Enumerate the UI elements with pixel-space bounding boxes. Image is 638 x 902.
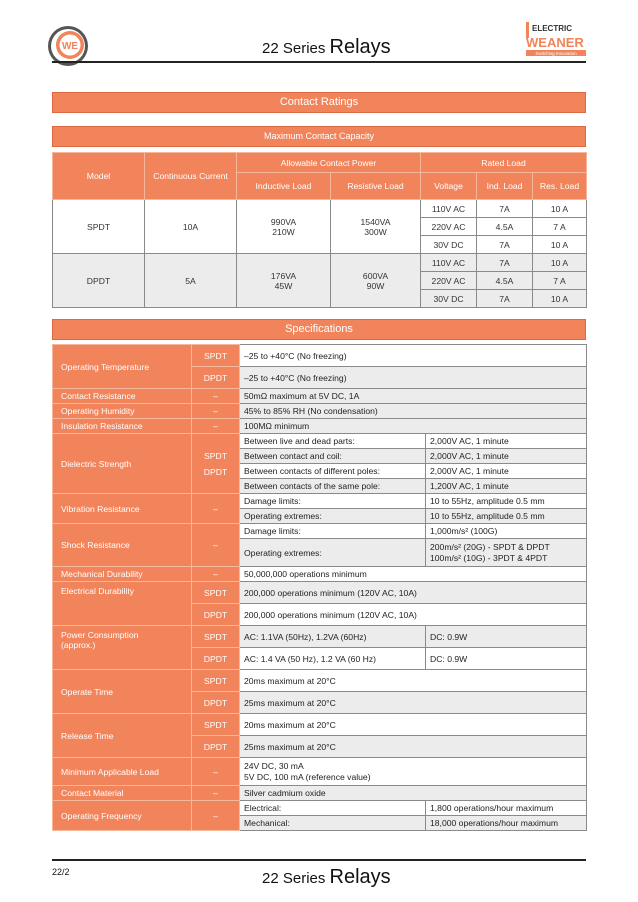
spec-sub-spdt-dpdt: SPDT DPDT	[192, 434, 240, 494]
spec-value: 24V DC, 30 mA 5V DC, 100 mA (reference value)	[240, 758, 587, 786]
spec-sub-dpdt: DPDT	[192, 692, 240, 714]
spec-value: 100MΩ minimum	[240, 419, 587, 434]
page-number: 22/2	[52, 867, 70, 877]
spec-label-release-time: Release Time	[53, 714, 192, 758]
spec-label-op-humidity: Operating Humidity	[53, 404, 192, 419]
spec-value: 1,800 operations/hour maximum	[426, 801, 587, 816]
spec-dash: –	[192, 494, 240, 524]
spec-sub-spdt: SPDT	[192, 626, 240, 648]
spec-value: 50,000,000 operations minimum	[240, 567, 587, 582]
row-inductive: 176VA 45W	[237, 254, 331, 308]
spec-label-dielectric: Dielectric Strength	[53, 434, 192, 494]
spec-value: 200,000 operations minimum (120V AC, 10A)	[240, 604, 587, 626]
spec-sub-spdt: SPDT	[192, 714, 240, 736]
spec-label-power: Power Consumption (approx.)	[53, 626, 192, 670]
spec-dash: –	[192, 524, 240, 567]
col-header-ind-load: Ind. Load	[477, 173, 533, 200]
logo-electric-text: ELECTRIC	[532, 24, 572, 33]
footer-product: Relays	[329, 866, 391, 888]
contact-ratings-title: Contact Ratings	[52, 92, 586, 113]
footer-series: 22 Series	[262, 870, 326, 887]
spec-label-mech-durability: Mechanical Durability	[53, 567, 192, 582]
table-row	[53, 200, 587, 218]
row-res-load: 10 A	[533, 254, 587, 272]
spec-value: DC: 0.9W	[426, 648, 587, 670]
spec-value: 2,000V AC, 1 minute	[426, 464, 587, 479]
row-ind-load: 7A	[477, 200, 533, 218]
col-header-inductive: Inductive Load	[237, 173, 331, 200]
col-header-model: Model	[53, 153, 145, 200]
row-voltage: 30V DC	[421, 236, 477, 254]
spec-value: 18,000 operations/hour maximum	[426, 816, 587, 831]
spec-sub-spdt: SPDT	[192, 345, 240, 367]
spec-dash: –	[192, 786, 240, 801]
spec-value: DC: 0.9W	[426, 626, 587, 648]
table-row	[53, 254, 587, 272]
specifications-table	[52, 344, 587, 831]
spec-value: 20ms maximum at 20°C	[240, 670, 587, 692]
specifications-title: Specifications	[52, 319, 586, 340]
weaner-logo-icon	[524, 20, 588, 60]
spec-value: 2,000V AC, 1 minute	[426, 449, 587, 464]
row-voltage: 110V AC	[421, 200, 477, 218]
footer-title	[262, 866, 391, 889]
spec-sub-dpdt: DPDT	[192, 736, 240, 758]
header-divider	[52, 61, 586, 63]
spec-dash: –	[192, 404, 240, 419]
spec-value: 200,000 operations minimum (120V AC, 10A)	[240, 582, 587, 604]
spec-label-min-load: Minimum Applicable Load	[53, 758, 192, 786]
header-product: Relays	[329, 36, 391, 58]
spec-dash: –	[192, 758, 240, 786]
spec-label-contact-material: Contact Material	[53, 786, 192, 801]
row-voltage: 110V AC	[421, 254, 477, 272]
row-resistive: 600VA 90W	[331, 254, 421, 308]
spec-value: 25ms maximum at 20°C	[240, 736, 587, 758]
spec-key: Between contacts of the same pole:	[240, 479, 426, 494]
footer-divider	[52, 859, 586, 861]
spec-value: –25 to +40°C (No freezing)	[240, 367, 587, 389]
row-res-load: 10 A	[533, 290, 587, 308]
row-model: DPDT	[53, 254, 145, 308]
spec-label-shock: Shock Resistance	[53, 524, 192, 567]
spec-value: 1,000m/s² (100G)	[426, 524, 587, 539]
spec-value: 1,200V AC, 1 minute	[426, 479, 587, 494]
spec-value: AC: 1.4 VA (50 Hz), 1.2 VA (60 Hz)	[240, 648, 426, 670]
logo-tagline-text: Switching Innovation	[535, 51, 577, 56]
spec-sub-dpdt: DPDT	[192, 367, 240, 389]
spec-value: 50mΩ maximum at 5V DC, 1A	[240, 389, 587, 404]
row-ind-load: 4.5A	[477, 218, 533, 236]
spec-dash: –	[192, 389, 240, 404]
col-header-voltage: Voltage	[421, 173, 477, 200]
row-inductive: 990VA 210W	[237, 200, 331, 254]
contact-ratings-table	[52, 152, 587, 308]
row-ind-load: 7A	[477, 290, 533, 308]
spec-value: 2,000V AC, 1 minute	[426, 434, 587, 449]
row-voltage: 220V AC	[421, 218, 477, 236]
row-resistive: 1540VA 300W	[331, 200, 421, 254]
page-header-title	[262, 36, 391, 59]
row-model: SPDT	[53, 200, 145, 254]
spec-key: Between live and dead parts:	[240, 434, 426, 449]
header-series: 22 Series	[262, 40, 326, 57]
row-ind-load: 7A	[477, 236, 533, 254]
spec-value: –25 to +40°C (No freezing)	[240, 345, 587, 367]
row-voltage: 220V AC	[421, 272, 477, 290]
spec-sub-dpdt: DPDT	[192, 648, 240, 670]
row-ind-load: 7A	[477, 254, 533, 272]
spec-key: Electrical:	[240, 801, 426, 816]
spec-sub-spdt: SPDT	[192, 670, 240, 692]
col-header-current: Continuous Current	[145, 153, 237, 200]
spec-value: 25ms maximum at 20°C	[240, 692, 587, 714]
spec-dash: –	[192, 801, 240, 831]
spec-label-op-frequency: Operating Frequency	[53, 801, 192, 831]
col-header-res-load: Res. Load	[533, 173, 587, 200]
max-contact-capacity-title: Maximum Contact Capacity	[52, 126, 586, 147]
row-current: 5A	[145, 254, 237, 308]
spec-label-op-temp: Operating Temperature	[53, 345, 192, 389]
row-ind-load: 4.5A	[477, 272, 533, 290]
spec-key: Mechanical:	[240, 816, 426, 831]
spec-label-insulation: Insulation Resistance	[53, 419, 192, 434]
row-res-load: 7 A	[533, 272, 587, 290]
spec-value: AC: 1.1VA (50Hz), 1.2VA (60Hz)	[240, 626, 426, 648]
spec-value: 10 to 55Hz, amplitude 0.5 mm	[426, 509, 587, 524]
spec-label-operate-time: Operate Time	[53, 670, 192, 714]
spec-value: 10 to 55Hz, amplitude 0.5 mm	[426, 494, 587, 509]
col-header-rated-load: Rated Load	[421, 153, 587, 173]
spec-label-elec-durability: Electrical Durability	[53, 582, 192, 626]
spec-label-vibration: Vibration Resistance	[53, 494, 192, 524]
spec-key: Operating extremes:	[240, 509, 426, 524]
spec-label-contact-res: Contact Resistance	[53, 389, 192, 404]
spec-dash: –	[192, 567, 240, 582]
spec-sub-dpdt: DPDT	[192, 604, 240, 626]
spec-dash: –	[192, 419, 240, 434]
spec-value: Silver cadmium oxide	[240, 786, 587, 801]
spec-key: Between contacts of different poles:	[240, 464, 426, 479]
row-res-load: 10 A	[533, 200, 587, 218]
spec-key: Damage limits:	[240, 494, 426, 509]
spec-key: Between contact and coil:	[240, 449, 426, 464]
row-current: 10A	[145, 200, 237, 254]
col-header-allowable-power: Allowable Contact Power	[237, 153, 421, 173]
spec-value: 45% to 85% RH (No condensation)	[240, 404, 587, 419]
spec-sub-spdt: SPDT	[192, 582, 240, 604]
spec-key: Operating extremes:	[240, 539, 426, 567]
logo-mark-text: WE	[61, 41, 79, 52]
spec-key: Damage limits:	[240, 524, 426, 539]
spec-value: 20ms maximum at 20°C	[240, 714, 587, 736]
row-res-load: 7 A	[533, 218, 587, 236]
col-header-resistive: Resistive Load	[331, 173, 421, 200]
row-voltage: 30V DC	[421, 290, 477, 308]
logo-brand-text: WEANER	[526, 35, 584, 50]
spec-value: 200m/s² (20G) - SPDT & DPDT 100m/s² (10G) - 3PDT & 4PDT	[426, 539, 587, 567]
row-res-load: 10 A	[533, 236, 587, 254]
